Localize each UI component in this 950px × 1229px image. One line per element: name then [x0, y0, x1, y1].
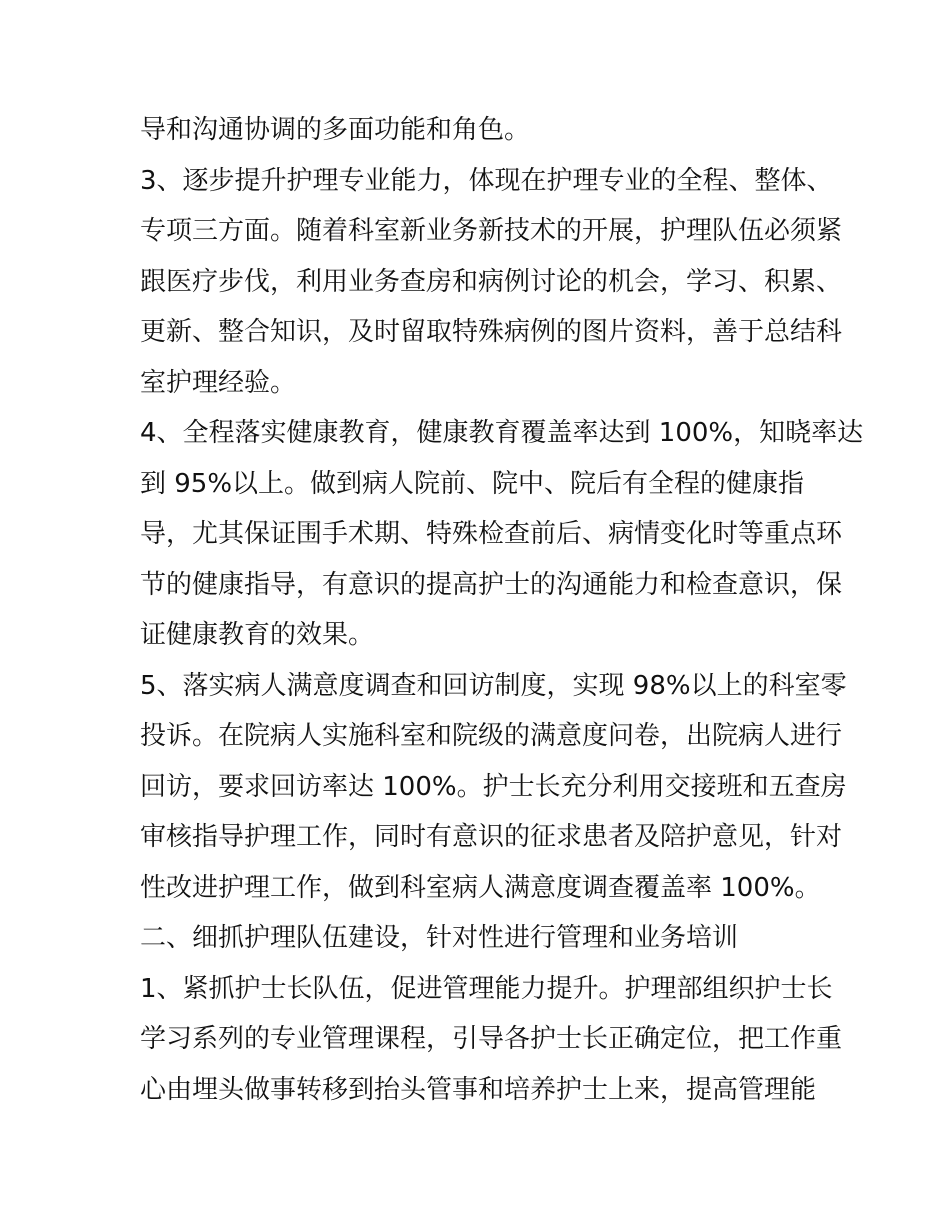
text-line: 性改进护理工作，做到科室病人满意度调查覆盖率 100%。	[140, 873, 821, 903]
text-line: 心由埋头做事转移到抬头管事和培养护士上来，提高管理能	[140, 1075, 817, 1105]
text-line: 专项三方面。随着科室新业务新技术的开展，护理队伍必须紧	[140, 216, 843, 246]
text-line: 证健康教育的效果。	[140, 620, 375, 650]
section-heading: 二、细抓护理队伍建设，针对性进行管理和业务培训	[140, 923, 739, 953]
text-line: 更新、整合知识，及时留取特殊病例的图片资料，善于总结科	[140, 317, 843, 347]
text-line: 投诉。在院病人实施科室和院级的满意度问卷，出院病人进行	[140, 721, 843, 751]
text-line: 1、紧抓护士长队伍，促进管理能力提升。护理部组织护士长	[140, 974, 833, 1004]
text-line: 室护理经验。	[140, 368, 297, 398]
text-line: 学习系列的专业管理课程，引导各护士长正确定位，把工作重	[140, 1024, 843, 1054]
text-line: 审核指导护理工作，同时有意识的征求患者及陪护意见，针对	[140, 822, 843, 852]
text-line: 节的健康指导，有意识的提高护士的沟通能力和检查意识，保	[140, 570, 843, 600]
text-line: 跟医疗步伐，利用业务查房和病例讨论的机会，学习、积累、	[140, 267, 843, 297]
text-line: 导，尤其保证围手术期、特殊检查前后、病情变化时等重点环	[140, 519, 843, 549]
text-line: 到 95%以上。做到病人院前、院中、院后有全程的健康指	[140, 469, 805, 499]
text-line: 5、落实病人满意度调查和回访制度，实现 98%以上的科室零	[140, 671, 847, 701]
text-line: 3、逐步提升护理专业能力，体现在护理专业的全程、整体、	[140, 166, 833, 196]
text-line: 回访，要求回访率达 100%。护士长充分利用交接班和五查房	[140, 772, 847, 802]
text-line: 4、全程落实健康教育，健康教育覆盖率达到 100%，知晓率达	[140, 418, 864, 448]
text-line: 导和沟通协调的多面功能和角色。	[140, 115, 531, 145]
